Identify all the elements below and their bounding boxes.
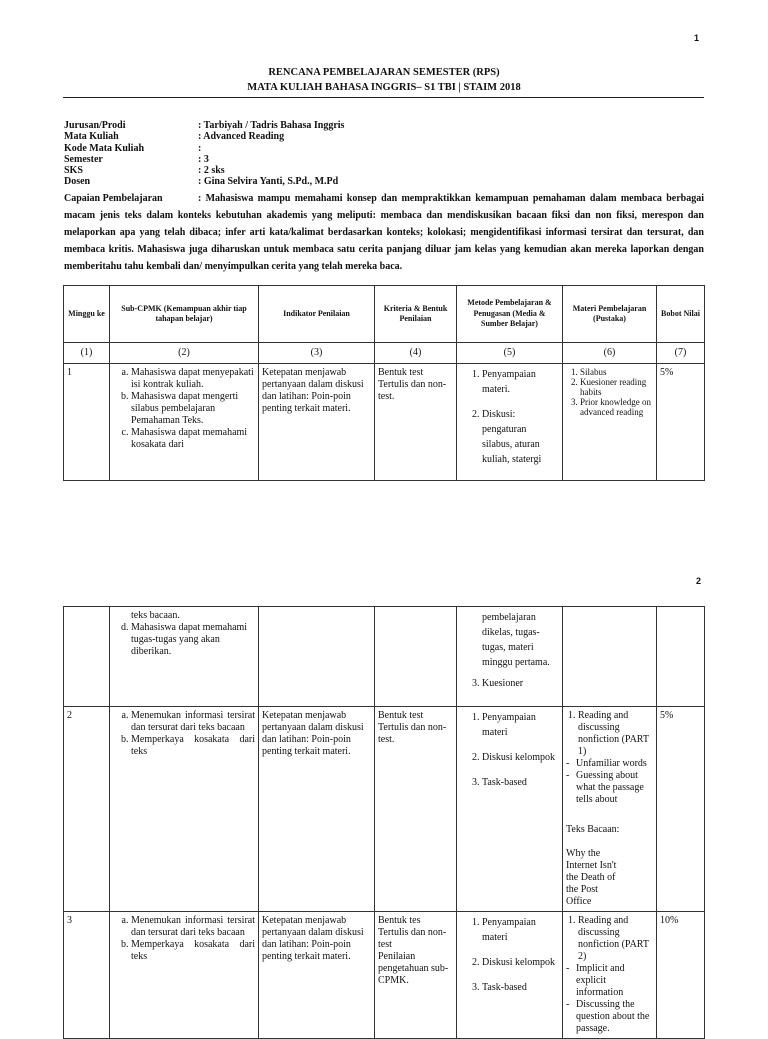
rps-table-page2 bbox=[63, 606, 705, 1039]
header-sub-cpmk: Sub-CPMK (Kemampuan akhir tiap tahapan belajar) bbox=[110, 286, 259, 343]
list-item: - Guessing about what the passage tells about bbox=[566, 770, 653, 806]
week-cell bbox=[64, 607, 110, 707]
week-cell: 2 bbox=[64, 707, 110, 912]
header-indikator: Indikator Penilaian bbox=[259, 286, 375, 343]
rps-table-page1 bbox=[63, 285, 705, 481]
header-materi: Materi Pembelajaran (Pustaka) bbox=[563, 286, 657, 343]
meta-value: : 3 bbox=[198, 153, 209, 165]
list-item: b. Memperkaya kosakata dari teks bbox=[131, 939, 255, 963]
table-row bbox=[64, 707, 705, 912]
metode-cell bbox=[457, 364, 563, 481]
table-row bbox=[64, 607, 705, 707]
table-row bbox=[64, 912, 705, 1039]
kriteria-cell bbox=[375, 912, 457, 1039]
column-number: (2) bbox=[110, 343, 259, 364]
meta-row bbox=[64, 131, 344, 142]
materi-cell bbox=[563, 912, 657, 1039]
indikator-cell: Ketepatan menjawab pertanyaan dalam diskusi dan latihan: Poin-poin penting terkait materi. bbox=[259, 707, 375, 912]
sub-cpmk-cell bbox=[110, 707, 259, 912]
list-item: a. Mahasiswa dapat menyepakati isi kontrak kuliah. bbox=[131, 367, 255, 391]
column-number: (3) bbox=[259, 343, 375, 364]
list-item: 2. Diskusi kelompok bbox=[482, 955, 559, 970]
indikator-cell: Ketepatan menjawab pertanyaan dalam diskusi dan latihan: Poin-poin penting terkait materi. bbox=[259, 364, 375, 481]
capaian-pembelajaran bbox=[64, 190, 704, 275]
column-number: (7) bbox=[657, 343, 705, 364]
list-item: 2. Kuesioner reading habits bbox=[580, 377, 653, 397]
list-item: b. Memperkaya kosakata dari teks bbox=[131, 734, 255, 758]
list-item: 1. Silabus bbox=[580, 367, 653, 377]
sub-cpmk-cell bbox=[110, 912, 259, 1039]
meta-value: : bbox=[198, 142, 202, 154]
column-number: (6) bbox=[563, 343, 657, 364]
sub-cpmk-cell bbox=[110, 607, 259, 707]
kriteria-cell: Bentuk test Tertulis dan non-test. bbox=[375, 707, 457, 912]
list-item: - Discussing the question about the passage. bbox=[566, 999, 653, 1035]
meta-label: SKS bbox=[64, 165, 83, 177]
bobot-cell: 10% bbox=[657, 912, 705, 1039]
meta-value: : Tarbiyah / Tadris Bahasa Inggris bbox=[198, 120, 345, 131]
materi-cell bbox=[563, 607, 657, 707]
teks-bacaan-title: Why the Internet Isn't the Death of the Post Office bbox=[566, 848, 617, 907]
document-title: RENCANA PEMBELAJARAN SEMESTER (RPS) bbox=[268, 67, 500, 78]
teks-bacaan-label: Teks Bacaan: bbox=[566, 824, 620, 835]
list-item: - Unfamiliar words bbox=[566, 758, 653, 770]
metode-continued: pembelajaran dikelas, tugas-tugas, materi minggu pertama. bbox=[482, 612, 550, 668]
list-item: 1. Reading and discussing nonfiction (PART 1) bbox=[578, 710, 653, 758]
header-metode: Metode Pembelajaran & Penugasan (Media & Sumber Belajar) bbox=[457, 286, 563, 343]
document-subtitle: MATA KULIAH BAHASA INGGRIS– S1 TBI | STAIM 2018 bbox=[247, 82, 521, 93]
sub-cpmk-cell bbox=[110, 364, 259, 481]
list-item: 1. Penyampaian materi bbox=[482, 915, 559, 945]
meta-label: Jurusan/Prodi bbox=[64, 120, 126, 131]
materi-cell bbox=[563, 707, 657, 912]
list-item: b. Mahasiswa dapat mengerti silabus pembelajaran Pemahaman Teks. bbox=[131, 391, 255, 427]
list-item: 3. Kuesioner bbox=[482, 678, 559, 690]
week-cell: 1 bbox=[64, 364, 110, 481]
list-item: 1. Penyampaian materi bbox=[482, 710, 559, 740]
meta-value: : Gina Selvira Yanti, S.Pd., M.Pd bbox=[198, 176, 339, 188]
meta-row bbox=[64, 143, 344, 154]
sub-cpmk-continued: teks bacaan. bbox=[131, 610, 180, 621]
meta-label: Kode Mata Kuliah bbox=[64, 142, 145, 154]
list-item: a. Menemukan informasi tersirat dan tersurat dari teks bacaan bbox=[131, 915, 255, 939]
bobot-cell: 5% bbox=[657, 707, 705, 912]
kriteria-cell bbox=[375, 607, 457, 707]
meta-row bbox=[64, 176, 344, 187]
column-number: (5) bbox=[457, 343, 563, 364]
week-cell: 3 bbox=[64, 912, 110, 1039]
list-item: 3. Task-based bbox=[482, 775, 559, 790]
header-minggu: Minggu ke bbox=[64, 286, 110, 343]
kriteria-text: Penilaian pengetahuan sub-CPMK. bbox=[378, 951, 449, 986]
kriteria-cell: Bentuk test Tertulis dan non-test. bbox=[375, 364, 457, 481]
kriteria-text: Bentuk tes Tertulis dan non-test bbox=[378, 915, 447, 950]
list-item: 1. Reading and discussing nonfiction (PART 2) bbox=[578, 915, 653, 963]
header-bobot: Bobot Nilai bbox=[657, 286, 705, 343]
bobot-cell bbox=[657, 607, 705, 707]
materi-cell bbox=[563, 364, 657, 481]
list-item: d. Mahasiswa dapat memahami tugas-tugas yang akan diberikan. bbox=[131, 622, 255, 658]
metode-cell bbox=[457, 607, 563, 707]
list-item: 2. Diskusi: pengaturan silabus, aturan kuliah, statergi bbox=[482, 407, 559, 467]
header-kriteria: Kriteria & Bentuk Penilaian bbox=[375, 286, 457, 343]
meta-row bbox=[64, 165, 344, 176]
list-item: c. Mahasiswa dapat memahami kosakata dari bbox=[131, 427, 255, 451]
meta-label: Semester bbox=[64, 153, 103, 165]
column-number: (4) bbox=[375, 343, 457, 364]
list-item: 3. Prior knowledge on advanced reading bbox=[580, 397, 653, 417]
course-meta bbox=[64, 120, 344, 188]
meta-row bbox=[64, 154, 344, 165]
indikator-cell: Ketepatan menjawab pertanyaan dalam diskusi dan latihan: Poin-poin penting terkait materi. bbox=[259, 912, 375, 1039]
meta-value: : Advanced Reading bbox=[198, 131, 285, 143]
meta-label: Dosen bbox=[64, 176, 91, 188]
title-rule bbox=[63, 97, 704, 98]
meta-label: Mata Kuliah bbox=[64, 131, 119, 143]
column-number: (1) bbox=[64, 343, 110, 364]
capaian-label: Capaian Pembelajaran bbox=[64, 193, 163, 204]
list-item: 2. Diskusi kelompok bbox=[482, 750, 559, 765]
list-item: - Implicit and explicit information bbox=[566, 963, 653, 999]
metode-cell bbox=[457, 912, 563, 1039]
list-item: 1. Penyampaian materi. bbox=[482, 367, 559, 397]
page-number-1: 1 bbox=[694, 33, 700, 43]
bobot-cell: 5% bbox=[657, 364, 705, 481]
capaian-text: : Mahasiswa mampu memahami konsep dan mempraktikkan kemampuan pemahaman dalam membaca berbagai macam jenis teks dalam konteks kebutuhan akademis yang meliputi: membaca dan mendiskusikan bacaan fiksi dan non fiksi, merespon dan melaporkan apa yang telah dibaca; infer arti kata/kalimat berdasarkan konteks; kolokasi; mengidentifikasi informasi tersirat dan tersurat, dan membaca kritis. Mahasiswa juga diharuskan untuk membaca satu cerita panjang diluar jam kelas yang kemudian akan mereka laporkan dengan memberitahu tahu kembali dan/ menyimpulkan cerita yang telah mereka baca. bbox=[64, 193, 704, 272]
meta-value: : 2 sks bbox=[198, 165, 225, 177]
table-row bbox=[64, 364, 705, 481]
list-item: a. Menemukan informasi tersirat dan tersurat dari teks bacaan bbox=[131, 710, 255, 734]
indikator-cell bbox=[259, 607, 375, 707]
metode-cell bbox=[457, 707, 563, 912]
page-number-2: 2 bbox=[696, 576, 702, 586]
list-item: 3. Task-based bbox=[482, 980, 559, 995]
meta-row bbox=[64, 120, 344, 131]
